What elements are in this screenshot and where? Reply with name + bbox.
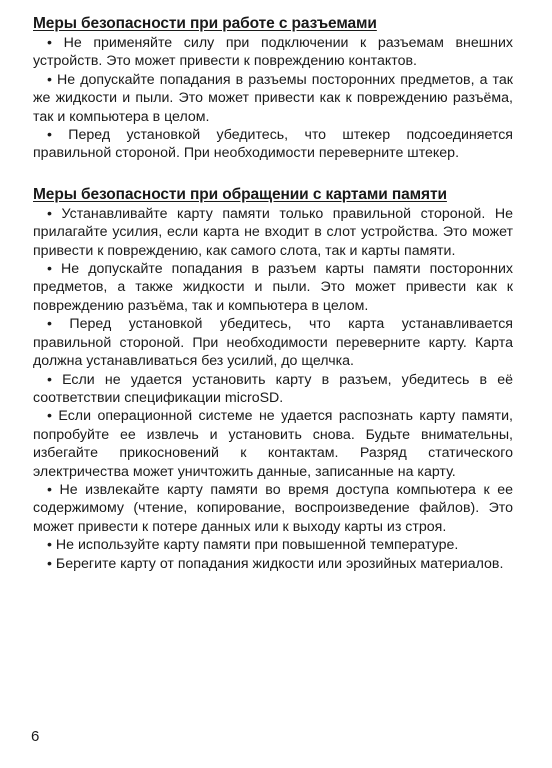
memory-card-safety-item: • Перед установкой убедитесь, что карта устанавливается правильной стороной. При необходимости переверните карту. Карта должна устанавливаться без усилий, до щелчка. [33, 316, 513, 370]
connector-safety-item: • Не применяйте силу при подключении к разъемам внешних устройств. Это может привести к повреждению контактов. [33, 35, 513, 70]
memory-card-safety-item: • Устанавливайте карту памяти только правильной стороной. Не прилагайте усилия, если карта не входит в слот устройства. Это может привести к повреждению, как самого слота, так и карты памяти. [33, 205, 513, 259]
memory-card-safety-item: • Если не удается установить карту в разъем, убедитесь в её соответствии спецификации microSD. [33, 371, 513, 406]
memory-card-safety-heading: Меры безопасности при обращении с картами памяти [33, 185, 447, 203]
page-number: 6 [31, 728, 40, 745]
connector-safety-item: • Не допускайте попадания в разъемы посторонних предметов, а так же жидкости и пыли. Это может привести как к повреждению разъёма, так и компьютера в целом. [33, 71, 513, 125]
memory-card-safety-item: • Если операционной системе не удается распознать карту памяти, попробуйте ее извлечь и установить снова. Будьте внимательны, избегайте прикосновений к контактам. Разряд статического электричества может уничтожить данные, записанные на карту. [33, 408, 513, 480]
memory-card-safety-item: • Берегите карту от попадания жидкости или эрозийных материалов. [47, 555, 504, 572]
memory-card-safety-section [33, 185, 513, 573]
memory-card-safety-item: • Не используйте карту памяти при повышенной температуре. [47, 537, 459, 554]
manual-page [33, 14, 513, 573]
memory-card-safety-item: • Не допускайте попадания в разъем карты памяти посторонних предметов, а также жидкости и пыли. Это может привести как к повреждению разъёма, так и компьютера в целом. [33, 261, 513, 314]
connector-safety-item: • Перед установкой убедитесь, что штекер подсоединяется правильной стороной. При необходимости переверните штекер. [33, 127, 513, 162]
memory-card-safety-item: • Не извлекайте карту памяти во время доступа компьютера к ее содержимому (чтение, копирование, воспроизведение файлов). Это может привести к потере данных или к выходу карты из строя. [33, 481, 513, 535]
connector-safety-heading: Меры безопасности при работе с разъемами [33, 15, 377, 32]
connector-safety-section [33, 14, 513, 163]
